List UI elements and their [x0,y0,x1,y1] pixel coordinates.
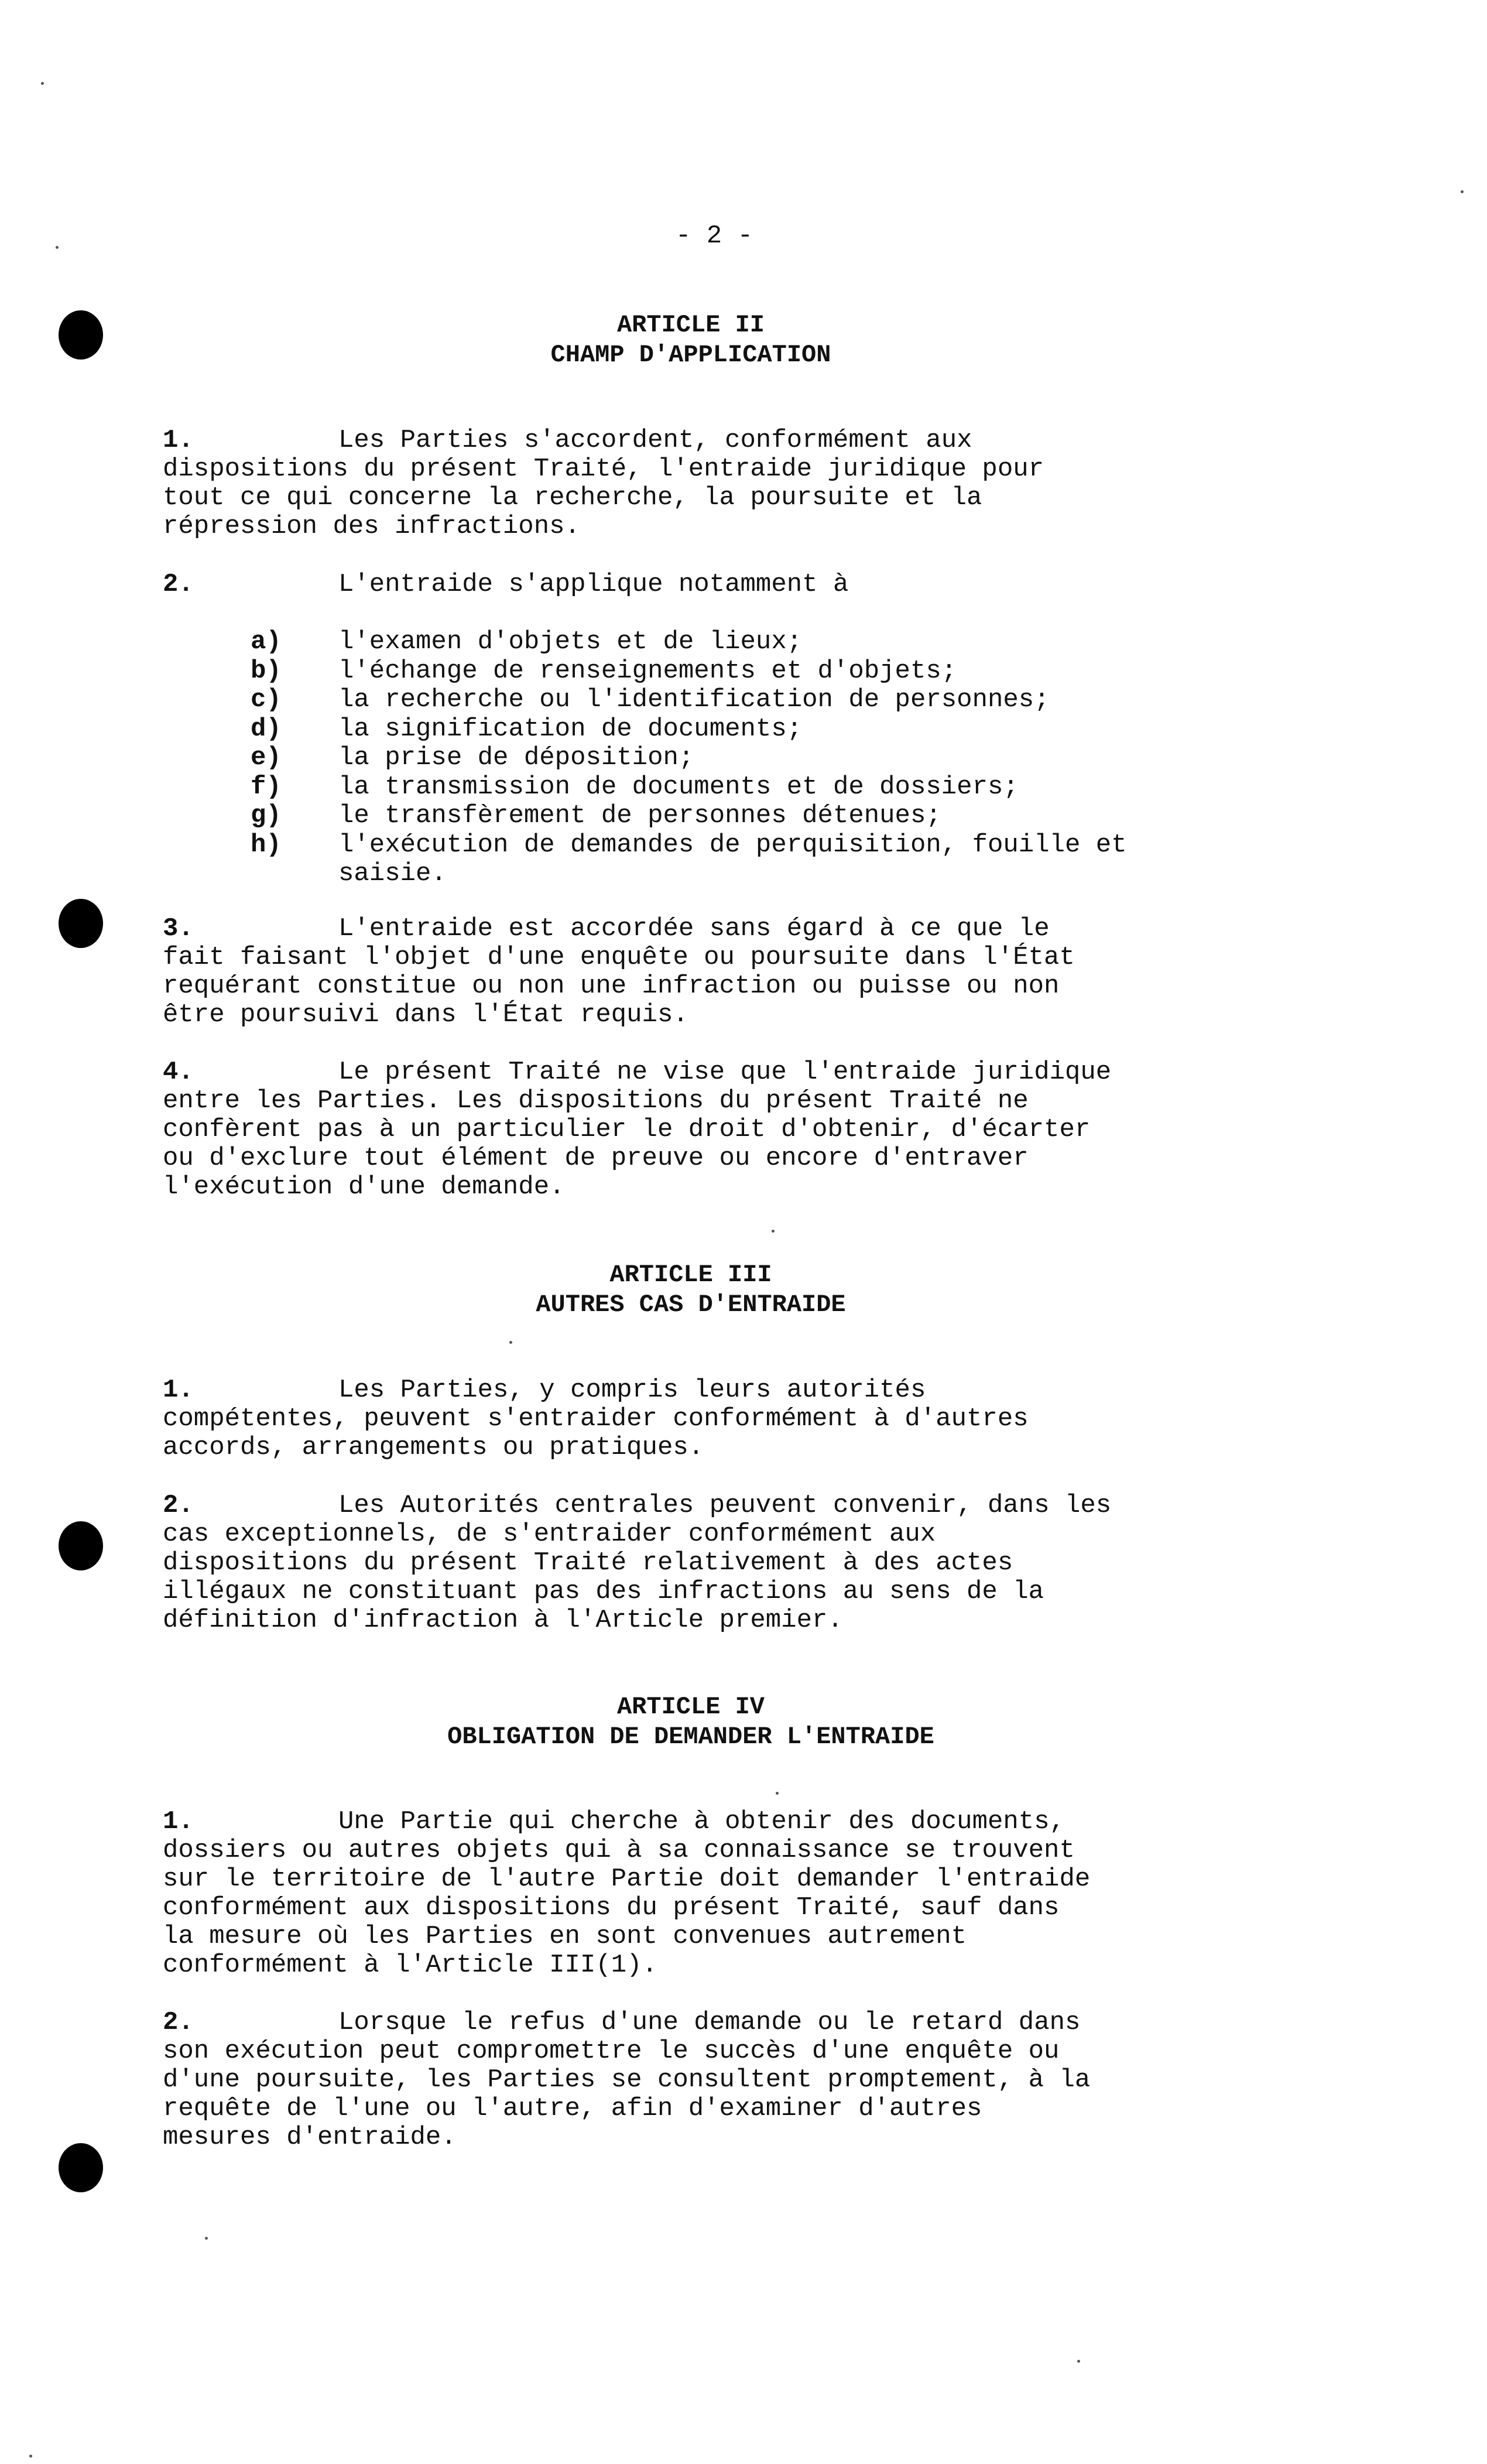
paragraph [163,570,1217,599]
paragraph-number: 2. [163,570,194,599]
paragraph [163,1376,1217,1462]
paragraph-line: dispositions du présent Traité relativement à des actes [163,1548,1013,1577]
paragraph-line: tout ce qui concerne la recherche, la poursuite et la [163,483,982,512]
paragraph-line: L'entraide est accordée sans égard à ce que le [338,914,1050,943]
paragraph-line: entre les Parties. Les dispositions du présent Traité ne [163,1086,1029,1115]
paragraph [163,1808,1217,1980]
paragraph-number: 1. [163,1807,194,1836]
paragraph-line: dossiers ou autres objets qui à sa connaissance se trouvent [163,1836,1075,1865]
page-number: - 2 - [675,221,753,251]
paragraph-line: illégaux ne constituant pas des infractions au sens de la [163,1577,1044,1606]
paragraph-line: d'une poursuite, les Parties se consultent promptement, à la [163,2065,1091,2095]
paragraph-line: Le présent Traité ne vise que l'entraide juridique [338,1058,1112,1087]
paragraph-line: l'exécution d'une demande. [163,1172,565,1202]
paragraph-line: accords, arrangements ou pratiques. [163,1433,704,1462]
article-heading [234,1692,1147,1752]
paragraph-line: fait faisant l'objet d'une enquête ou poursuite dans l'État [163,943,1075,972]
list-letter: a) [251,627,282,656]
list-item [251,773,1246,802]
list-text: la recherche ou l'identification de personnes; [338,685,1050,714]
paragraph-line: compétentes, peuvent s'entraider conformément à d'autres [163,1404,1029,1433]
paragraph [163,1058,1217,1202]
article-title: AUTRES CAS D'ENTRAIDE [536,1291,846,1319]
list-letter: c) [251,685,282,714]
list-letter: b) [251,656,282,686]
article-number: ARTICLE III [609,1261,772,1289]
list-item [251,831,1246,889]
list-item [251,715,1246,744]
paragraph-line: Une Partie qui cherche à obtenir des documents, [338,1807,1065,1836]
scan-speck [1077,2360,1080,2363]
list-text: l'exécution de demandes de perquisition, fouille et saisie. [338,830,1127,888]
paragraph [163,2008,1217,2152]
paragraph [163,426,1217,541]
paragraph-line: cas exceptionnels, de s'entraider conformément aux [163,1520,936,1549]
punch-hole-3 [59,1521,103,1570]
article-number: ARTICLE II [616,311,765,339]
scan-speck [41,82,44,85]
paragraph-line: requête de l'une ou l'autre, afin d'examiner d'autres [163,2094,982,2123]
list-text: la prise de déposition; [338,743,694,772]
paragraph-line: Les Parties s'accordent, conformément aux [338,426,972,455]
paragraph-line: ou d'exclure tout élément de preuve ou encore d'entraver [163,1144,1029,1173]
paragraph-number: 2. [163,2008,194,2037]
paragraph-line: répression des infractions. [163,512,580,541]
paragraph-line: la mesure où les Parties en sont convenues autrement [163,1922,967,1951]
punch-hole-4 [59,2143,103,2192]
scan-speck [1461,190,1464,193]
paragraph-number: 1. [163,1375,194,1405]
paragraph-line: L'entraide s'applique notamment à [338,570,849,599]
list-item [251,657,1246,686]
paragraph-number: 1. [163,426,194,455]
paragraph-line: conformément aux dispositions du présent Traité, sauf dans [163,1893,1060,1922]
paragraph-line: conformément à l'Article III(1). [163,1950,657,1980]
scan-speck [29,2455,32,2458]
paragraph [163,1491,1217,1635]
paragraph-number: 2. [163,1491,194,1520]
paragraph-line: requérant constitue ou non une infraction ou puisse ou non [163,971,1060,1001]
paragraph-line: son exécution peut compromettre le succès d'une enquête ou [163,2037,1060,2066]
punch-hole-2 [59,899,103,948]
paragraph-line: mesures d'entraide. [163,2123,457,2152]
article-number: ARTICLE IV [616,1693,765,1721]
list-text: l'échange de renseignements et d'objets; [338,656,957,686]
list-letter: e) [251,743,282,772]
list-item [251,744,1246,773]
scan-speck [776,1792,779,1795]
paragraph [163,915,1217,1029]
list-letter: f) [251,772,282,802]
list-letter: d) [251,714,282,744]
list-letter: g) [251,801,282,830]
scan-speck [56,246,59,249]
scan-speck [509,1341,512,1344]
scan-speck [205,2237,208,2240]
list-text: la transmission de documents et de dossiers; [338,772,1019,802]
list-text: la signification de documents; [338,714,803,744]
article-heading [234,1260,1147,1320]
paragraph-line: confèrent pas à un particulier le droit d'obtenir, d'écarter [163,1115,1091,1144]
paragraph-line: Lorsque le refus d'une demande ou le retard dans [338,2008,1081,2037]
list-item [251,686,1246,715]
enumerated-list [251,628,1246,889]
paragraph-line: sur le territoire de l'autre Partie doit demander l'entraide [163,1864,1091,1894]
article-heading [234,310,1147,370]
scan-speck [772,1230,775,1233]
article-title: CHAMP D'APPLICATION [550,341,831,369]
paragraph-line: définition d'infraction à l'Article premier. [163,1606,843,1635]
paragraph-number: 3. [163,914,194,943]
punch-hole-1 [59,310,103,360]
list-item [251,802,1246,831]
paragraph-line: être poursuivi dans l'État requis. [163,1000,688,1029]
paragraph-number: 4. [163,1058,194,1087]
article-title: OBLIGATION DE DEMANDER L'ENTRAIDE [447,1723,934,1751]
list-text: le transfèrement de personnes détenues; [338,801,941,830]
list-letter: h) [251,830,282,860]
list-item [251,628,1246,657]
paragraph-line: Les Parties, y compris leurs autorités [338,1375,926,1405]
list-text: l'examen d'objets et de lieux; [338,627,803,656]
paragraph-line: Les Autorités centrales peuvent convenir, dans les [338,1491,1112,1520]
paragraph-line: dispositions du présent Traité, l'entraide juridique pour [163,454,1044,484]
